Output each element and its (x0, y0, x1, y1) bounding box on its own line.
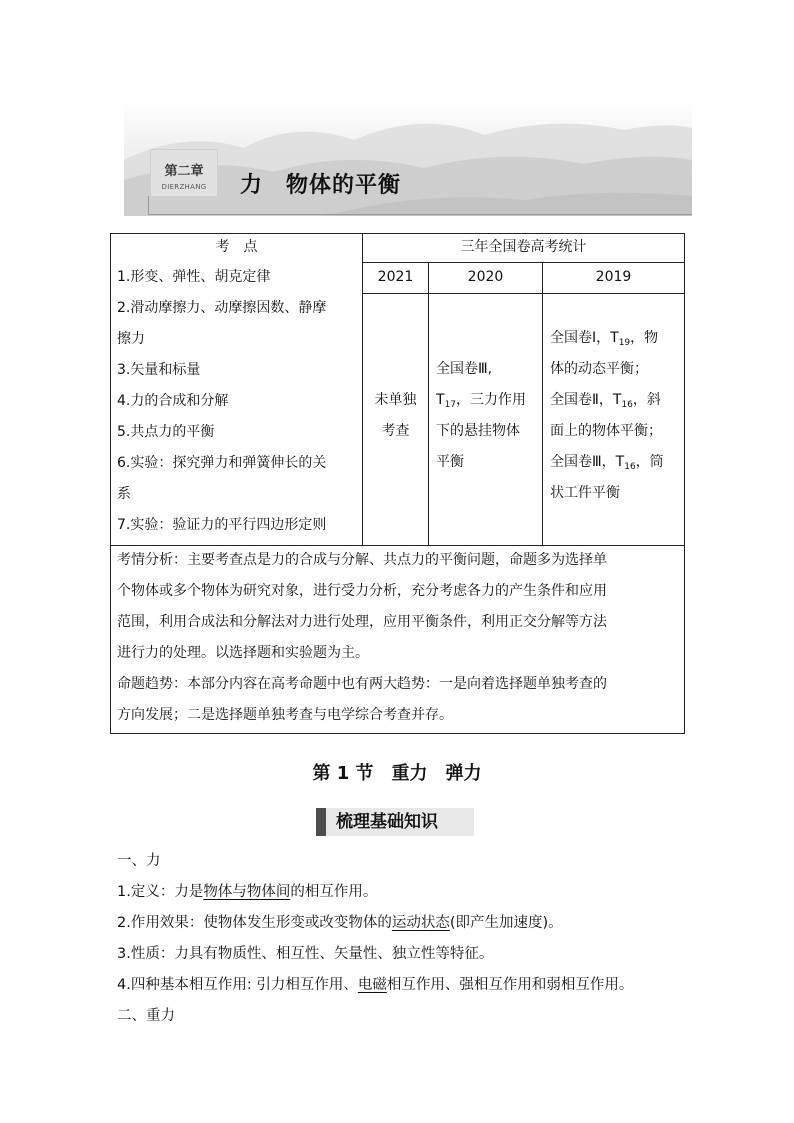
list-item: 3.矢量和标量 (117, 362, 201, 378)
stats-2019-line: 面上的物体平衡； (550, 423, 662, 439)
stats-2019-line: 体的动态平衡； (550, 361, 648, 377)
banner-divider (148, 196, 149, 215)
list-item: 系 (117, 486, 131, 502)
stats-2019-line: 全国卷Ⅱ，$T_{16}$，斜 (550, 392, 661, 410)
list-item: 擦力 (117, 331, 145, 347)
stats-2020-cell (436, 354, 526, 478)
list-item: 4.力的合成和分解 (117, 393, 229, 409)
chapter-badge (150, 149, 218, 197)
header-exam-points: 考 点 (215, 239, 258, 255)
paragraph-effect: 2.作用效果：使物体发生形变或改变物体的运动状态(即产生加速度)。 (117, 915, 563, 931)
chapter-pinyin: DIERZHANG (161, 183, 207, 191)
list-item: 6.实验：探究弹力和弹簧伸长的关 (117, 455, 327, 471)
year-2020: 2020 (467, 269, 504, 285)
list-item: 5.共点力的平衡 (117, 424, 215, 440)
stats-2020-line: $T_{17}$，三力作用 (436, 392, 527, 410)
stats-2019-line: 状工件平衡 (550, 485, 620, 501)
list-item: 1.形变、弹性、胡克定律 (117, 269, 271, 285)
section-tag (316, 808, 474, 836)
exam-analysis (117, 545, 679, 731)
paragraph-definition: 1.定义：力是物体与物体间的相互作用。 (117, 884, 378, 900)
stats-2021-line: 考查 (381, 423, 410, 439)
paragraph-interactions: 4.四种基本相互作用: 引力相互作用、电磁相互作用、强相互作用和弱相互作用。 (117, 977, 634, 993)
stats-2021-cell (363, 385, 428, 447)
section-tag-label: 梳理基础知识 (336, 812, 438, 832)
stats-2020-line: 下的悬挂物体 (436, 423, 520, 439)
chapter-label: 第二章 (164, 164, 204, 179)
stats-2019-cell (550, 323, 664, 509)
heading-force: 一、力 (117, 853, 161, 869)
heading-gravity: 二、重力 (117, 1008, 175, 1024)
stats-2019-line: 全国卷Ⅰ，$T_{19}$，物 (550, 330, 659, 348)
stats-2019-line: 全国卷Ⅲ，$T_{16}$，筒 (550, 454, 664, 472)
exam-points-list (117, 262, 326, 541)
year-2019: 2019 (595, 269, 632, 285)
analysis-line: 范围，利用合成法和分解法对力进行处理，应用平衡条件，利用正交分解等方法 (117, 614, 607, 630)
year-2021: 2021 (377, 269, 414, 285)
tag-bar-icon (316, 808, 326, 836)
analysis-line: 考情分析：主要考查点是力的合成与分解、共点力的平衡问题，命题多为选择单 (117, 552, 607, 568)
analysis-line: 方向发展；二是选择题单独考查与电学综合考查并存。 (117, 707, 453, 723)
analysis-line: 个物体或多个物体为研究对象，进行受力分析，充分考虑各力的产生条件和应用 (117, 583, 607, 599)
section-title: 第 1 节 重力 弹力 (312, 763, 482, 784)
list-item: 2.滑动摩擦力、动摩擦因数、静摩 (117, 300, 327, 316)
analysis-line: 命题趋势：本部分内容在高考命题中也有两大趋势：一是向着选择题单独考查的 (117, 676, 607, 692)
analysis-line: 进行力的处理。以选择题和实验题为主。 (117, 645, 369, 661)
banner-rule (148, 214, 692, 215)
stats-2020-line: 全国卷Ⅲ, (436, 361, 493, 377)
list-item: 7.实验：验证力的平行四边形定则 (117, 517, 327, 533)
stats-2021-line: 未单独 (374, 392, 417, 408)
stats-2020-line: 平衡 (436, 454, 464, 470)
header-three-year-stats: 三年全国卷高考统计 (460, 239, 587, 255)
chapter-title: 力 物体的平衡 (240, 173, 402, 198)
paragraph-property: 3.性质：力具有物质性、相互性、矢量性、独立性等特征。 (117, 946, 494, 962)
